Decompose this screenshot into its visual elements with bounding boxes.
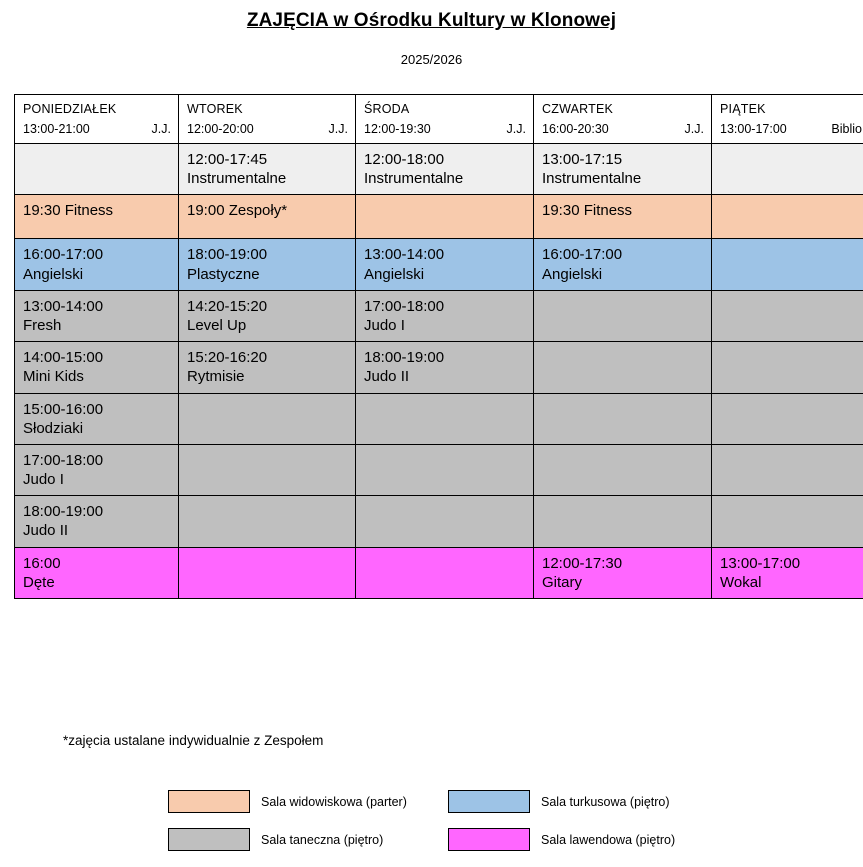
cell-activity: Instrumentalne [542, 169, 704, 188]
schedule-cell [356, 496, 534, 547]
table-row [15, 393, 863, 444]
schedule-cell [179, 144, 356, 195]
cell-activity: Angielski [542, 265, 704, 284]
table-row [15, 239, 863, 290]
schedule-cell [356, 444, 534, 495]
cell-time: 15:00-16:00 [23, 400, 171, 419]
column-header-1 [15, 95, 179, 144]
column-header-hours-row [542, 121, 704, 137]
table-row [15, 195, 863, 239]
table-body [15, 144, 863, 599]
legend [168, 790, 728, 866]
schedule-cell [712, 496, 863, 547]
cell-activity: Wokal [720, 573, 862, 592]
column-header-day: PIĄTEK [720, 101, 862, 117]
cell-time: 13:00-17:00 [720, 554, 862, 573]
cell-activity: Judo I [364, 316, 526, 335]
table-header-row [15, 95, 863, 144]
schedule-cell [534, 144, 712, 195]
cell-time: 12:00-17:45 [187, 150, 348, 169]
schedule-cell [15, 342, 179, 393]
schedule-cell [179, 496, 356, 547]
cell-time: 17:00-18:00 [23, 451, 171, 470]
column-header-note: J.J. [685, 121, 704, 137]
column-header-5 [712, 95, 863, 144]
cell-time: 16:00-17:00 [542, 245, 704, 264]
cell-time: 19:30 Fitness [23, 201, 171, 220]
schedule-cell [534, 342, 712, 393]
cell-time: 14:00-15:00 [23, 348, 171, 367]
cell-time: 12:00-17:30 [542, 554, 704, 573]
cell-time: 16:00-17:00 [23, 245, 171, 264]
schedule-cell [534, 239, 712, 290]
column-header-3 [356, 95, 534, 144]
legend-label: Sala turkusowa (piętro) [541, 795, 670, 809]
schedule-cell [712, 239, 863, 290]
table-row [15, 547, 863, 598]
schedule-cell [179, 195, 356, 239]
schedule-page [0, 10, 863, 867]
schedule-cell [15, 239, 179, 290]
cell-activity: Gitary [542, 573, 704, 592]
cell-activity: Judo II [23, 521, 171, 540]
column-header-day: ŚRODA [364, 101, 526, 117]
column-header-note: J.J. [329, 121, 348, 137]
schedule-cell [179, 342, 356, 393]
legend-item [448, 790, 728, 813]
schedule-cell [356, 195, 534, 239]
schedule-cell [15, 195, 179, 239]
column-header-hours-row [720, 121, 862, 137]
cell-activity: Plastyczne [187, 265, 348, 284]
legend-label: Sala widowiskowa (parter) [261, 795, 407, 809]
column-header-hours: 16:00-20:30 [542, 121, 609, 137]
cell-time: 13:00-17:15 [542, 150, 704, 169]
cell-activity: Dęte [23, 573, 171, 592]
column-header-hours: 13:00-17:00 [720, 121, 787, 137]
cell-activity: Angielski [23, 265, 171, 284]
legend-item [448, 828, 728, 851]
page-title: ZAJĘCIA w Ośrodku Kultury w Klonowej [0, 10, 863, 32]
cell-activity: Fresh [23, 316, 171, 335]
column-header-hours-row [23, 121, 171, 137]
column-header-2 [179, 95, 356, 144]
legend-color-swatch [168, 790, 250, 813]
legend-row [168, 790, 728, 813]
cell-time: 18:00-19:00 [187, 245, 348, 264]
cell-activity: Instrumentalne [364, 169, 526, 188]
cell-activity: Instrumentalne [187, 169, 348, 188]
schedule-cell [534, 195, 712, 239]
schedule-cell [534, 496, 712, 547]
schedule-cell [179, 393, 356, 444]
column-header-day: PONIEDZIAŁEK [23, 101, 171, 117]
schedule-cell [712, 144, 863, 195]
schedule-cell [712, 195, 863, 239]
legend-item [168, 790, 448, 813]
schedule-cell [712, 444, 863, 495]
cell-activity: Rytmisie [187, 367, 348, 386]
table-row [15, 290, 863, 341]
schedule-cell [356, 290, 534, 341]
schedule-cell [356, 144, 534, 195]
schedule-cell [179, 547, 356, 598]
schedule-cell [15, 444, 179, 495]
table-row [15, 496, 863, 547]
legend-item [168, 828, 448, 851]
table-row [15, 342, 863, 393]
schedule-cell [356, 547, 534, 598]
schedule-cell [534, 547, 712, 598]
schedule-cell [15, 393, 179, 444]
cell-time: 13:00-14:00 [364, 245, 526, 264]
schedule-cell [356, 239, 534, 290]
schedule-cell [356, 342, 534, 393]
cell-time: 16:00 [23, 554, 171, 573]
schedule-cell [179, 239, 356, 290]
legend-label: Sala lawendowa (piętro) [541, 833, 675, 847]
page-subtitle: 2025/2026 [0, 52, 863, 67]
schedule-cell [712, 342, 863, 393]
column-header-4 [534, 95, 712, 144]
schedule-cell [356, 393, 534, 444]
table-row [15, 444, 863, 495]
cell-activity: Level Up [187, 316, 348, 335]
column-header-hours: 12:00-20:00 [187, 121, 254, 137]
schedule-cell [15, 290, 179, 341]
cell-activity: Judo I [23, 470, 171, 489]
legend-color-swatch [168, 828, 250, 851]
cell-time: 17:00-18:00 [364, 297, 526, 316]
column-header-day: CZWARTEK [542, 101, 704, 117]
column-header-note: J.J. [507, 121, 526, 137]
cell-time: 18:00-19:00 [364, 348, 526, 367]
cell-activity: Słodziaki [23, 419, 171, 438]
schedule-cell [534, 290, 712, 341]
column-header-note: Biblio [831, 121, 862, 137]
column-header-hours-row [187, 121, 348, 137]
cell-activity: Mini Kids [23, 367, 171, 386]
legend-label: Sala taneczna (piętro) [261, 833, 383, 847]
column-header-hours: 13:00-21:00 [23, 121, 90, 137]
legend-color-swatch [448, 828, 530, 851]
schedule-cell [712, 547, 863, 598]
schedule-cell [15, 144, 179, 195]
schedule-cell [534, 393, 712, 444]
schedule-cell [712, 290, 863, 341]
legend-color-swatch [448, 790, 530, 813]
column-header-hours-row [364, 121, 526, 137]
schedule-cell [179, 444, 356, 495]
column-header-note: J.J. [152, 121, 171, 137]
schedule-cell [534, 444, 712, 495]
schedule-cell [15, 496, 179, 547]
table-row [15, 144, 863, 195]
cell-time: 12:00-18:00 [364, 150, 526, 169]
cell-time: 14:20-15:20 [187, 297, 348, 316]
cell-time: 13:00-14:00 [23, 297, 171, 316]
cell-activity: Angielski [364, 265, 526, 284]
legend-row [168, 828, 728, 851]
cell-time: 18:00-19:00 [23, 502, 171, 521]
schedule-table [14, 94, 863, 599]
schedule-cell [712, 393, 863, 444]
schedule-cell [179, 290, 356, 341]
cell-time: 19:00 Zespoły* [187, 201, 348, 220]
cell-time: 19:30 Fitness [542, 201, 704, 220]
column-header-hours: 12:00-19:30 [364, 121, 431, 137]
cell-time: 15:20-16:20 [187, 348, 348, 367]
cell-activity: Judo II [364, 367, 526, 386]
column-header-day: WTOREK [187, 101, 348, 117]
footnote: *zajęcia ustalane indywidualnie z Zespołem [63, 733, 323, 748]
schedule-cell [15, 547, 179, 598]
